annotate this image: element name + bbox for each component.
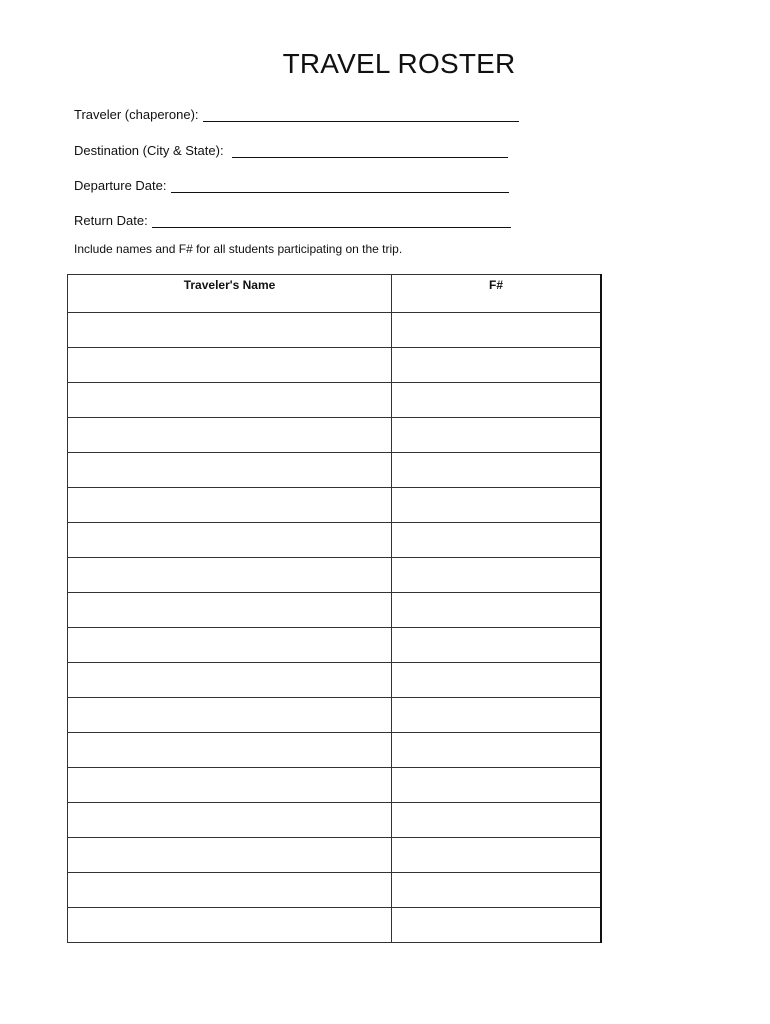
traveler-label: Traveler (chaperone):	[74, 107, 199, 122]
traveler-name-cell[interactable]	[68, 698, 392, 733]
f-number-cell[interactable]	[392, 523, 602, 558]
traveler-name-cell[interactable]	[68, 558, 392, 593]
f-number-cell[interactable]	[392, 733, 602, 768]
table-row	[68, 488, 602, 523]
f-number-cell[interactable]	[392, 313, 602, 348]
f-number-cell[interactable]	[392, 628, 602, 663]
form-title: TRAVEL ROSTER	[282, 48, 516, 79]
f-number-cell[interactable]	[392, 348, 602, 383]
traveler-name-cell[interactable]	[68, 663, 392, 698]
f-number-cell[interactable]	[392, 383, 602, 418]
traveler-name-cell[interactable]	[68, 908, 392, 943]
traveler-name-cell[interactable]	[68, 523, 392, 558]
table-row	[68, 803, 602, 838]
departure-field	[74, 173, 509, 193]
table-row	[68, 523, 602, 558]
table-row	[68, 593, 602, 628]
return-label: Return Date:	[74, 213, 148, 228]
f-number-cell[interactable]	[392, 663, 602, 698]
table-row	[68, 873, 602, 908]
table-row	[68, 768, 602, 803]
table-row	[68, 383, 602, 418]
table-row	[68, 418, 602, 453]
traveler-name-cell[interactable]	[68, 488, 392, 523]
traveler-name-cell[interactable]	[68, 593, 392, 628]
column-header-f-number: F#	[392, 275, 602, 313]
table-row	[68, 558, 602, 593]
table-row	[68, 313, 602, 348]
f-number-cell[interactable]	[392, 873, 602, 908]
traveler-name-cell[interactable]	[68, 838, 392, 873]
f-number-cell[interactable]	[392, 488, 602, 523]
traveler-input-line[interactable]	[203, 107, 519, 122]
f-number-cell[interactable]	[392, 838, 602, 873]
table-row	[68, 733, 602, 768]
destination-input-line[interactable]	[232, 143, 508, 158]
instructions-text: Include names and F# for all students participating on the trip.	[74, 242, 403, 256]
traveler-name-cell[interactable]	[68, 418, 392, 453]
table-row	[68, 663, 602, 698]
table-row	[68, 908, 602, 943]
return-input-line[interactable]	[152, 213, 511, 228]
traveler-name-cell[interactable]	[68, 768, 392, 803]
departure-input-line[interactable]	[171, 178, 509, 193]
f-number-cell[interactable]	[392, 908, 602, 943]
traveler-name-cell[interactable]	[68, 628, 392, 663]
return-field	[74, 208, 511, 228]
table-row	[68, 453, 602, 488]
table-row	[68, 698, 602, 733]
destination-label: Destination (City & State):	[74, 143, 224, 158]
f-number-cell[interactable]	[392, 453, 602, 488]
f-number-cell[interactable]	[392, 698, 602, 733]
table-row	[68, 838, 602, 873]
traveler-name-cell[interactable]	[68, 313, 392, 348]
destination-field	[74, 138, 508, 158]
column-header-name: Traveler's Name	[68, 275, 392, 313]
table-header-row	[68, 275, 602, 313]
traveler-name-cell[interactable]	[68, 453, 392, 488]
traveler-field	[74, 102, 519, 122]
departure-label: Departure Date:	[74, 178, 167, 193]
table-row	[68, 628, 602, 663]
f-number-cell[interactable]	[392, 593, 602, 628]
traveler-name-cell[interactable]	[68, 803, 392, 838]
f-number-cell[interactable]	[392, 558, 602, 593]
traveler-name-cell[interactable]	[68, 873, 392, 908]
f-number-cell[interactable]	[392, 418, 602, 453]
table-row	[68, 348, 602, 383]
traveler-name-cell[interactable]	[68, 733, 392, 768]
f-number-cell[interactable]	[392, 768, 602, 803]
f-number-cell[interactable]	[392, 803, 602, 838]
traveler-name-cell[interactable]	[68, 383, 392, 418]
roster-table	[67, 274, 602, 943]
traveler-name-cell[interactable]	[68, 348, 392, 383]
